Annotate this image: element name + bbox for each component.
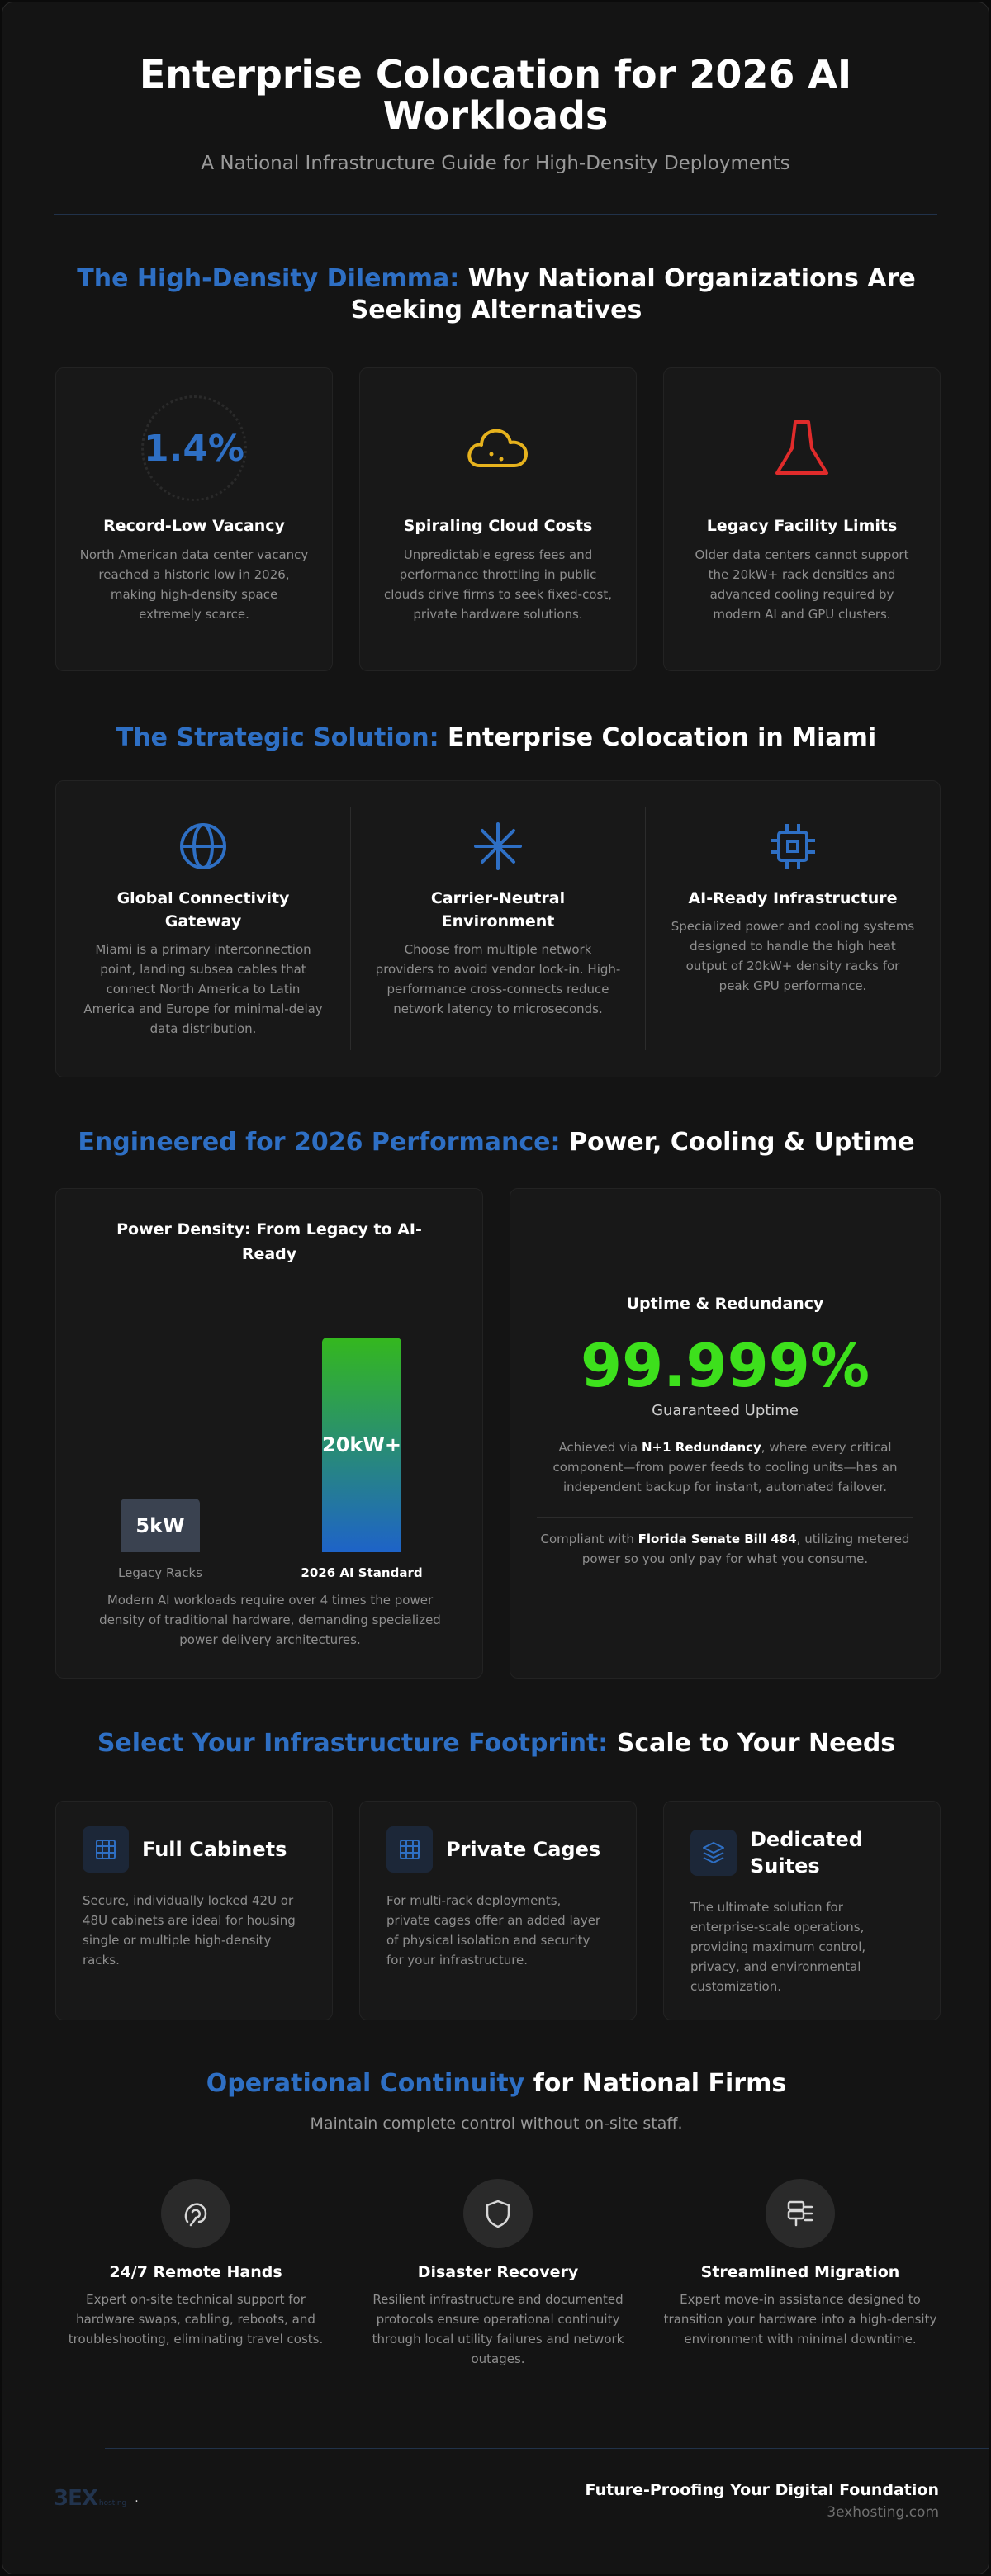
solution-item-carrier bbox=[351, 781, 645, 1077]
brand-logo[interactable] bbox=[54, 2486, 139, 2511]
text-segment: , utilizing metered power so you only pay for what you consume. bbox=[581, 1532, 910, 1566]
card-title: Legacy Facility Limits bbox=[706, 517, 898, 535]
uptime-divider bbox=[537, 1517, 913, 1518]
footprint-heading-accent: Select Your Infrastructure Footprint: bbox=[97, 1729, 609, 1758]
ops-title: Disaster Recovery bbox=[417, 2263, 579, 2281]
card-text: North American data center vacancy reached a historic low in 2026, making high-density space extremely scarce. bbox=[79, 547, 309, 622]
solution-item-text: Specialized power and cooling systems designed to handle the high heat output of 20kW+ density racks for peak GPU performance. bbox=[671, 919, 915, 993]
bar-legacy-racks bbox=[121, 1499, 200, 1552]
bar-data-label: 20kW+ bbox=[322, 1433, 401, 1456]
stat-ring bbox=[141, 395, 247, 501]
solution-item-text: Choose from multiple network providers to avoid vendor lock-in. High-performance cross-connects reduce network latency to microseconds. bbox=[375, 942, 621, 1016]
footprint-section bbox=[2, 1728, 989, 1994]
footprint-title: Dedicated Suites bbox=[750, 1828, 863, 1878]
dilemma-card-legacy bbox=[663, 367, 941, 671]
footer-info bbox=[586, 2481, 939, 2521]
category-label: Legacy Racks bbox=[118, 1565, 202, 1580]
logo-dot: . bbox=[135, 2492, 139, 2505]
power-density-chart bbox=[56, 1280, 484, 1593]
footprint-card-suites bbox=[663, 1801, 941, 2020]
footprint-cards bbox=[55, 1801, 941, 2020]
solution-item-ai-ready bbox=[646, 781, 940, 1077]
redundancy-text bbox=[539, 1437, 911, 1497]
footprint-card-cabinets bbox=[55, 1801, 333, 2020]
footer-url-link[interactable]: 3exhosting.com bbox=[827, 2504, 939, 2521]
solution-heading bbox=[2, 722, 989, 754]
uptime-subtitle: Guaranteed Uptime bbox=[652, 1402, 799, 1419]
dilemma-cards bbox=[55, 367, 941, 671]
power-caption: Modern AI workloads require over 4 times the power density of traditional hardware, demanding specialized power delivery architectures. bbox=[99, 1593, 441, 1647]
operations-heading-accent: Operational Continuity bbox=[206, 2069, 525, 2098]
ops-item-disaster-recovery bbox=[358, 2179, 638, 2369]
logo-subtext: hosting bbox=[98, 2499, 127, 2507]
solution-item-connectivity bbox=[56, 781, 350, 1077]
hand-icon bbox=[179, 2197, 212, 2230]
ops-title: 24/7 Remote Hands bbox=[109, 2263, 282, 2281]
dilemma-heading-rest: Why National Organizations Are Seeking Alternatives bbox=[350, 264, 916, 324]
ops-text: Expert move-in assistance designed to transition your hardware into a high-density environment with minimal downtime. bbox=[663, 2292, 937, 2346]
header-divider bbox=[54, 214, 937, 215]
footer-divider bbox=[105, 2448, 989, 2449]
warning-tower-icon bbox=[767, 415, 837, 481]
card-title: Record-Low Vacancy bbox=[103, 517, 285, 535]
operations-section bbox=[2, 2068, 989, 2366]
bar-data-label: 5kW bbox=[135, 1513, 185, 1537]
performance-heading bbox=[2, 1127, 989, 1158]
chart-title: Power Density: From Legacy to AI-Ready bbox=[116, 1220, 422, 1263]
operations-items bbox=[55, 2179, 941, 2369]
performance-heading-accent: Engineered for 2026 Performance: bbox=[78, 1128, 561, 1157]
operations-subtitle: Maintain complete control without on-site staff. bbox=[310, 2114, 683, 2133]
hero bbox=[2, 2, 989, 174]
footprint-text: Secure, individually locked 42U or 48U cabinets are ideal for housing single or multiple high-density racks. bbox=[83, 1893, 296, 1968]
page-title: Enterprise Colocation for 2026 AI Workloads bbox=[139, 52, 852, 138]
uptime-title: Uptime & Redundancy bbox=[626, 1295, 824, 1313]
footprint-text: For multi-rack deployments, private cages offer an added layer of physical isolation and security for your infrastructure. bbox=[386, 1893, 601, 1968]
grid-icon bbox=[94, 1838, 117, 1861]
footprint-title: Full Cabinets bbox=[142, 1838, 287, 1861]
text-emphasis: Florida Senate Bill 484 bbox=[638, 1532, 797, 1546]
chip-icon bbox=[767, 821, 818, 872]
server-move-icon bbox=[784, 2197, 817, 2230]
dilemma-heading-accent: The High-Density Dilemma: bbox=[77, 264, 460, 293]
text-emphasis: N+1 Redundancy bbox=[641, 1440, 761, 1455]
vacancy-stat: 1.4% bbox=[143, 427, 245, 470]
solution-heading-accent: The Strategic Solution: bbox=[116, 723, 439, 752]
power-density-card bbox=[55, 1188, 483, 1679]
infographic-page bbox=[2, 2, 989, 2574]
ops-item-remote-hands bbox=[55, 2179, 336, 2369]
uptime-value: 99.999% bbox=[581, 1331, 870, 1400]
globe-icon bbox=[178, 821, 229, 872]
ops-text: Resilient infrastructure and documented protocols ensure operational continuity through local utility failures and network outages. bbox=[372, 2292, 624, 2366]
footprint-text: The ultimate solution for enterprise-scale operations, providing maximum control, privacy, and environmental customization. bbox=[690, 1900, 866, 1994]
card-text: Older data centers cannot support the 20kW+ rack densities and advanced cooling required by modern AI and GPU clusters. bbox=[695, 547, 909, 622]
solution-item-title: Carrier-Neutral Environment bbox=[430, 889, 566, 930]
solution-item-title: Global Connectivity Gateway bbox=[116, 889, 290, 930]
card-title: Spiraling Cloud Costs bbox=[403, 517, 593, 535]
shield-icon bbox=[481, 2197, 514, 2230]
footer-tagline: Future-Proofing Your Digital Foundation bbox=[585, 2481, 939, 2499]
performance-heading-rest: Power, Cooling & Uptime bbox=[568, 1128, 915, 1157]
dilemma-heading bbox=[59, 263, 934, 326]
dilemma-card-vacancy bbox=[55, 367, 333, 671]
dilemma-section bbox=[2, 263, 989, 622]
bar-ai-standard bbox=[322, 1338, 401, 1552]
performance-section bbox=[2, 1127, 989, 1647]
text-segment: Achieved via bbox=[558, 1440, 642, 1455]
footprint-card-cages bbox=[359, 1801, 637, 2020]
compliance-note bbox=[539, 1529, 911, 1569]
card-text: Unpredictable egress fees and performance throttling in public clouds drive firms to seek fixed-cost, private hardware solutions. bbox=[384, 547, 612, 622]
dilemma-card-cloud bbox=[359, 367, 637, 671]
footprint-title: Private Cages bbox=[446, 1838, 601, 1861]
operations-heading bbox=[2, 2068, 989, 2100]
ops-item-migration bbox=[660, 2179, 941, 2369]
footprint-heading bbox=[2, 1728, 989, 1759]
solution-card bbox=[55, 780, 941, 1077]
uptime-card bbox=[510, 1188, 941, 1679]
solution-section bbox=[2, 722, 989, 1036]
ops-title: Streamlined Migration bbox=[700, 2263, 900, 2281]
ops-text: Expert on-site technical support for hardware swaps, cabling, reboots, and troubleshooting, eliminating travel costs. bbox=[68, 2292, 324, 2346]
solution-heading-rest: Enterprise Colocation in Miami bbox=[448, 723, 877, 752]
cloud-icon bbox=[463, 419, 533, 477]
operations-heading-rest: for National Firms bbox=[533, 2069, 787, 2098]
logo-wordmark: 3EX bbox=[54, 2486, 97, 2511]
text-segment: Compliant with bbox=[540, 1532, 638, 1546]
category-label: 2026 AI Standard bbox=[301, 1565, 423, 1580]
solution-item-title: AI-Ready Infrastructure bbox=[688, 889, 898, 907]
grid-icon bbox=[398, 1838, 421, 1861]
footprint-heading-rest: Scale to Your Needs bbox=[616, 1729, 896, 1758]
layers-icon bbox=[701, 1840, 726, 1865]
solution-item-text: Miami is a primary interconnection point, landing subsea cables that connect North America to Latin America and Europe for minimal-delay data distribution. bbox=[83, 942, 323, 1036]
page-subtitle: A National Infrastructure Guide for High-Density Deployments bbox=[201, 153, 790, 174]
footer bbox=[54, 2471, 939, 2529]
asterisk-icon bbox=[472, 821, 524, 872]
text-segment: , where every critical component—from power feeds to cooling units—has an independent backup for instant, automated failover. bbox=[552, 1440, 898, 1494]
